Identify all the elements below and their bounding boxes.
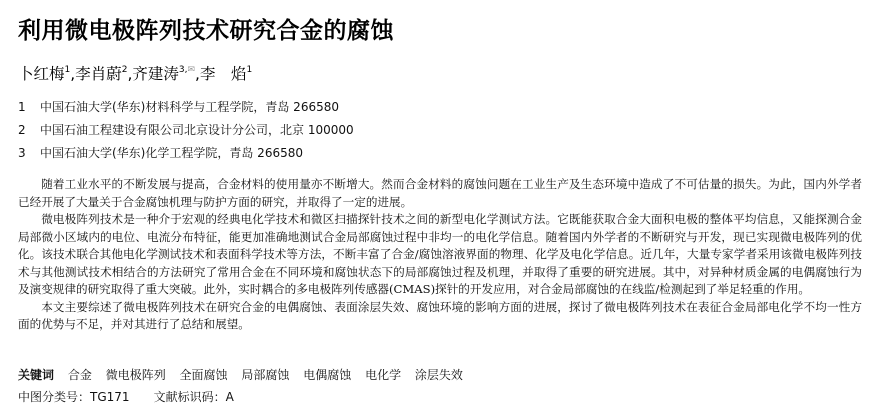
affiliation-text: 中国石油工程建设有限公司北京设计分公司，北京 100000 bbox=[40, 123, 354, 137]
keywords-row bbox=[18, 366, 473, 383]
author-name[interactable]: 李肖蔚 bbox=[75, 65, 122, 83]
keyword[interactable]: 合金 bbox=[67, 368, 92, 382]
affiliation-item bbox=[18, 144, 354, 167]
envelope-icon[interactable]: ✉ bbox=[187, 65, 196, 75]
doc-code-label: 文献标识码： bbox=[153, 390, 226, 404]
author-name[interactable]: 齐建涛 bbox=[132, 65, 179, 83]
classification-row bbox=[18, 388, 234, 405]
abstract-paragraph: 微电极阵列技术是一种介于宏观的经典电化学技术和微区扫描探针技术之间的新型电化学测试方法。它既能获取合金大面积电极的整体平均信息，又能探测合金局部微小区域内的电位、电流分布特征，能更加准确地测试合金局部腐蚀过程中非均一的电化学信息。随着国内外学者的不断研究与开发，现已实现微电极阵列的优化。该技术联合其他电化学测试技术和表面科学技术等方法，不断丰富了合金/腐蚀溶液界面的物理、化学及电化学信息。近几年，大量专家学者采用该微电极阵列技术与其他测试技术相结合的方法研究了常用合金在不同环境和腐蚀状态下的局部腐蚀过程及机理，并取得了重要的研究进展。其中，对异种材质金属的电偶腐蚀行为及演变规律的研究取得了重大突破。此外，实时耦合的多电极阵列传感器(CMAS)探针的开发应用，对合金局部腐蚀的在线监/检测起到了举足轻重的作用。 bbox=[18, 212, 862, 296]
author-separator: , bbox=[195, 65, 200, 83]
keyword[interactable]: 电偶腐蚀 bbox=[303, 368, 352, 382]
author-affiliation-mark: 1 bbox=[246, 65, 253, 75]
keywords-list bbox=[68, 368, 473, 382]
affiliation-text: 中国石油大学(华东)化学工程学院，青岛 266580 bbox=[40, 146, 303, 160]
affiliation-text: 中国石油大学(华东)材料科学与工程学院，青岛 266580 bbox=[40, 100, 339, 114]
clc-value: TG171 bbox=[90, 390, 130, 404]
affiliation-number: 2 bbox=[18, 123, 26, 137]
author-separator: , bbox=[70, 65, 76, 83]
abstract-paragraph: 本文主要综述了微电极阵列技术在研究合金的电偶腐蚀、表面涂层失效、腐蚀环境的影响方面的进展，探讨了微电极阵列技术在表征合金局部电化学不均一性方面的优势与不足，并对其进行了总结和展望。 bbox=[18, 299, 862, 331]
abstract-paragraph: 随着工业水平的不断发展与提高，合金材料的使用量亦不断增大。然而合金材料的腐蚀问题在工业生产及生态环境中造成了不可估量的损失。为此，国内外学者已经开展了大量关于合金腐蚀机理与防护方面的研究，并取得了一定的进展。 bbox=[18, 177, 862, 209]
keyword[interactable]: 微电极阵列 bbox=[105, 368, 166, 382]
keyword[interactable]: 电化学 bbox=[365, 368, 402, 382]
keywords-label: 关键词 bbox=[18, 368, 55, 382]
affiliation-number: 3 bbox=[18, 146, 26, 160]
affiliation-number: 1 bbox=[18, 100, 26, 114]
keyword[interactable]: 涂层失效 bbox=[414, 368, 463, 382]
author-affiliation-mark: 2 bbox=[121, 65, 128, 75]
author-separator: , bbox=[127, 65, 133, 83]
author-affiliation-mark: 1 bbox=[64, 65, 71, 75]
doc-code-value: A bbox=[225, 390, 234, 404]
author-affiliation-mark: 3, bbox=[178, 65, 188, 75]
author-list bbox=[18, 62, 252, 84]
keyword[interactable]: 全面腐蚀 bbox=[179, 368, 228, 382]
author-name[interactable]: 卜红梅 bbox=[18, 65, 65, 83]
affiliation-list bbox=[18, 98, 354, 167]
article-title: 利用微电极阵列技术研究合金的腐蚀 bbox=[18, 18, 394, 44]
abstract bbox=[18, 176, 862, 334]
affiliation-item bbox=[18, 121, 354, 144]
keyword[interactable]: 局部腐蚀 bbox=[241, 368, 290, 382]
affiliation-item bbox=[18, 98, 354, 121]
clc-label: 中图分类号： bbox=[18, 390, 91, 404]
author-name[interactable]: 李 焰 bbox=[199, 65, 247, 83]
